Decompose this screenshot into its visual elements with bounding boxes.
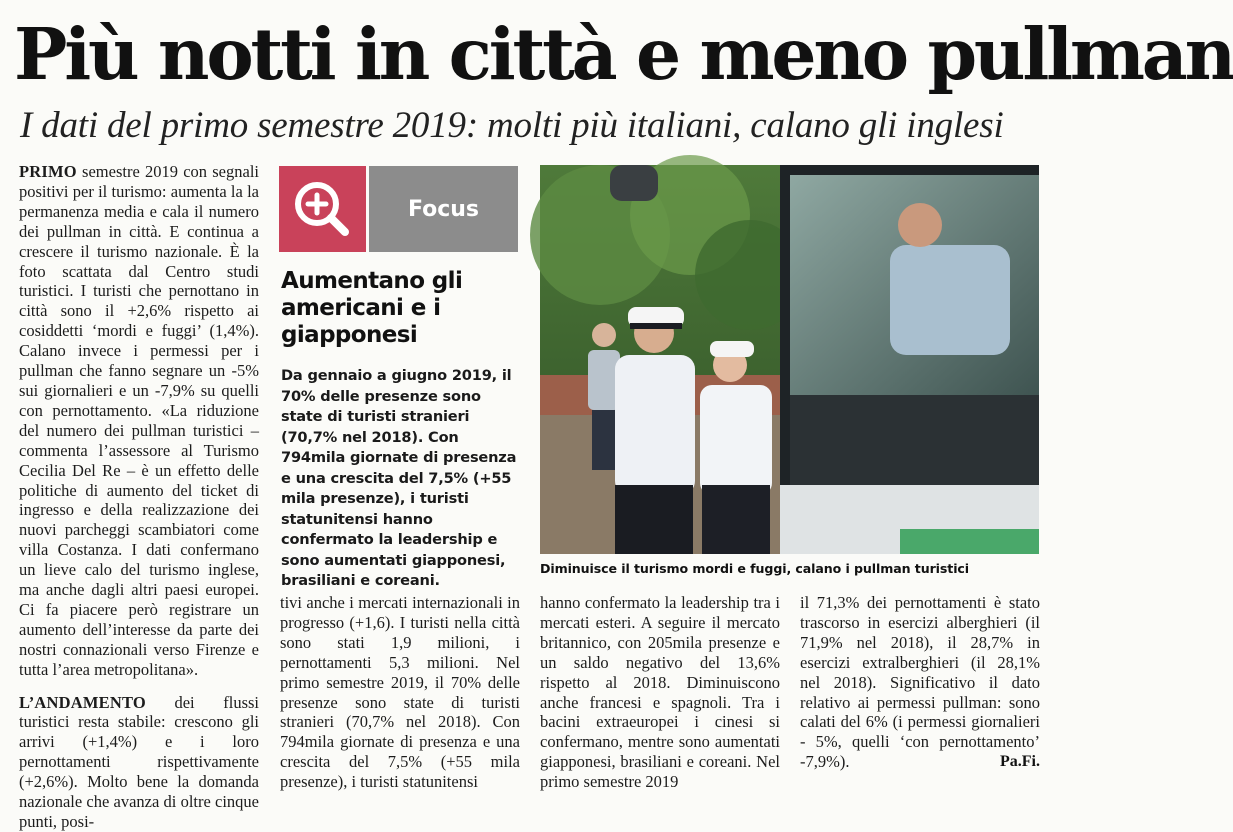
article-paragraph-2 <box>19 693 259 832</box>
focus-body: Da gennaio a giugno 2019, il 70% delle presenze sono state di turisti stranieri (70,7% nel 2018). Con 794mila giornate di presenza e una crescita del 7,5% (+55 mila presenze), i turisti statunitensi hanno confermato la leadership e sono aumentati giapponesi, brasiliani e coreani. <box>281 367 517 589</box>
headline: Più notti in città e meno pullman <box>14 12 1233 96</box>
news-photo-illustration <box>540 165 1039 554</box>
article-paragraph-1 <box>19 162 259 680</box>
news-photo <box>540 165 1039 554</box>
photo-caption: Diminuisce il turismo mordi e fuggi, calano i pullman turistici <box>540 561 970 576</box>
author-byline: Pa.Fi. <box>1000 753 1040 770</box>
focus-label: Focus <box>369 166 518 252</box>
magnifier-plus-icon <box>279 166 366 252</box>
article-paragraph-3: tivi anche i mercati internazionali in progresso (+1,6). I turisti nella città sono stati 1,9 milioni, i pernottamenti 5,3 milioni. Nel primo semestre 2019, il 70% delle presenze sono state di turisti stranieri (70,7% nel 2018). Con 794mila giornate di presenza e una crescita del 7,5% (+55 mila presenze), i turisti statunitensi <box>280 593 520 792</box>
paragraph-text: semestre 2019 con segnali positivi per il turismo: aumenta la la permanenza media e cala il numero dei pullman in città. E continua a crescere il turismo nazionale. È la foto scattata dal Centro studi turistici. I turisti che pernottano in città sono il +2,6% rispetto ai cosiddetti ‘mordi e fuggi’ (1,4%). Calano invece i permessi per i pullman che fanno segnare un -5% sui giornalieri e un -7,9% su quelli con pernottamento. «La riduzione del numero dei pullman turistici – commenta l’assessore al Turismo Cecilia Del Re – è un effetto delle politiche di aumento del ticket di ingresso e della realizzazione dei nuovi parcheggi scambiatori come villa Costanza. I dati confermano un lieve calo del turismo inglese, ma anche dagli altri paesi europei. Ci fa piacere però registrare un aumento dell’interesse da parte dei nostri connazionali verso Firenze e tutta l’area metropolitana». <box>19 162 259 679</box>
paragraph-text: dei flussi turistici resta stabile: crescono gli arrivi (+1,4%) e i loro pernottamenti rispettivamente (+2,6%). Molto bene la domanda nazionale che avanza di oltre cinque punti, posi- <box>19 692 259 831</box>
article-column-2 <box>280 593 520 792</box>
article-column-4 <box>800 593 1040 772</box>
paragraph-lead-word: PRIMO <box>19 162 77 181</box>
subheadline: I dati del primo semestre 2019: molti più italiani, calano gli inglesi <box>20 105 1004 146</box>
article-column-3 <box>540 593 780 792</box>
article-paragraph-5: il 71,3% dei pernottamenti è stato trascorso in esercizi alberghieri (il 71,9% nel 2018), il 28,7% in esercizi extralberghieri (il 28,1% nel 2018). Significativo il dato relativo ai permessi pullman: sono calati del 6% (i permessi giornalieri - 5%, quelli ‘con pernottamento’ -7,9%). <box>800 593 1040 772</box>
focus-title: Aumentano gli americani e i giapponesi <box>281 268 463 348</box>
article-column-1 <box>19 162 259 832</box>
article-paragraph-4: hanno confermato la leadership tra i mercati esteri. A seguire il mercato britannico, con 205mila presenze e un saldo negativo del 13,6% rispetto al 2018. Diminuiscono anche francesi e spagnoli. Tra i bacini extraeuropei i cinesi si confermano, mentre sono aumentati giapponesi, brasiliani e coreani. Nel primo semestre 2019 <box>540 593 780 792</box>
focus-box-header <box>279 166 518 252</box>
paragraph-lead-word: L’ANDAMENTO <box>19 692 146 712</box>
focus-icon-tile <box>279 166 366 252</box>
